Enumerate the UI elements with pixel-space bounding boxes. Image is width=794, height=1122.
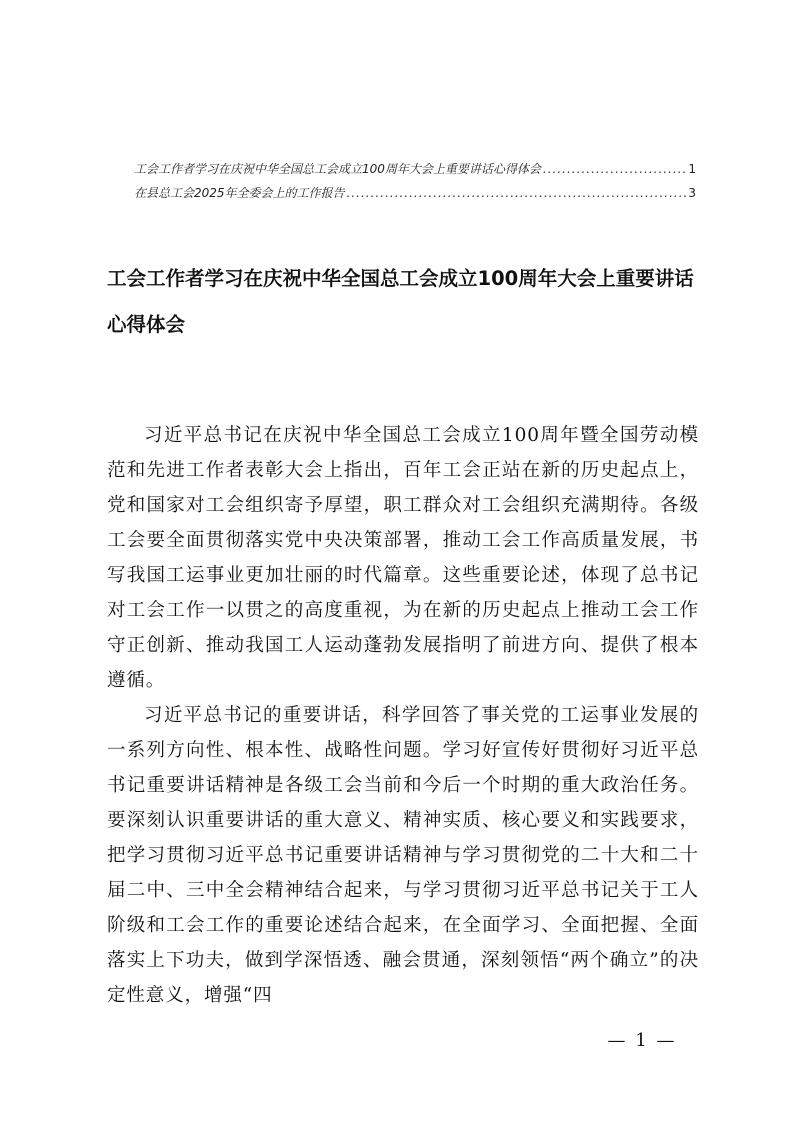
toc-dot-leader — [543, 162, 686, 176]
toc-entry[interactable] — [134, 160, 696, 184]
toc-entry-page: 1 — [688, 162, 696, 176]
article-body — [107, 418, 699, 1013]
toc-dot-leader — [347, 186, 687, 200]
table-of-contents — [134, 160, 696, 208]
page-number: — 1 — — [607, 1030, 677, 1051]
body-paragraph: 习近平总书记在庆祝中华全国总工会成立100周年暨全国劳动模范和先进工作者表彰大会上指出，百年工会正站在新的历史起点上，党和国家对工会组织寄予厚望，职工群众对工会组织充满期待。各级工会要全面贯彻落实党中央决策部署，推动工会工作高质量发展，书写我国工运事业更加壮丽的时代篇章。这些重要论述，体现了总书记对工会工作一以贯之的高度重视，为在新的历史起点上推动工会工作守正创新、推动我国工人运动蓬勃发展指明了前进方向、提供了根本遵循。 — [107, 425, 699, 691]
toc-entry-page: 3 — [688, 186, 696, 200]
body-paragraph: 习近平总书记的重要讲话，科学回答了事关党的工运事业发展的一系列方向性、根本性、战略性问题。学习好宣传好贯彻好习近平总书记重要讲话精神是各级工会当前和今后一个时期的重大政治任务。要深刻认识重要讲话的重大意义、精神实质、核心要义和实践要求，把学习贯彻习近平总书记重要讲话精神与学习贯彻党的二十大和二十届二中、三中全会精神结合起来，与学习贯彻习近平总书记关于工人阶级和工会工作的重要论述结合起来，在全面学习、全面把握、全面落实上下功夫，做到学深悟透、融会贯通，深刻领悟“两个确立”的决定性意义，增强“四 — [107, 705, 699, 1006]
toc-entry[interactable] — [134, 184, 696, 208]
toc-entry-title: 在县总工会2025年全委会上的工作报告 — [134, 186, 345, 200]
article-title: 工会工作者学习在庆祝中华全国总工会成立100周年大会上重要讲话心得体会 — [107, 267, 694, 336]
toc-entry-title: 工会工作者学习在庆祝中华全国总工会成立100周年大会上重要讲话心得体会 — [134, 162, 541, 176]
